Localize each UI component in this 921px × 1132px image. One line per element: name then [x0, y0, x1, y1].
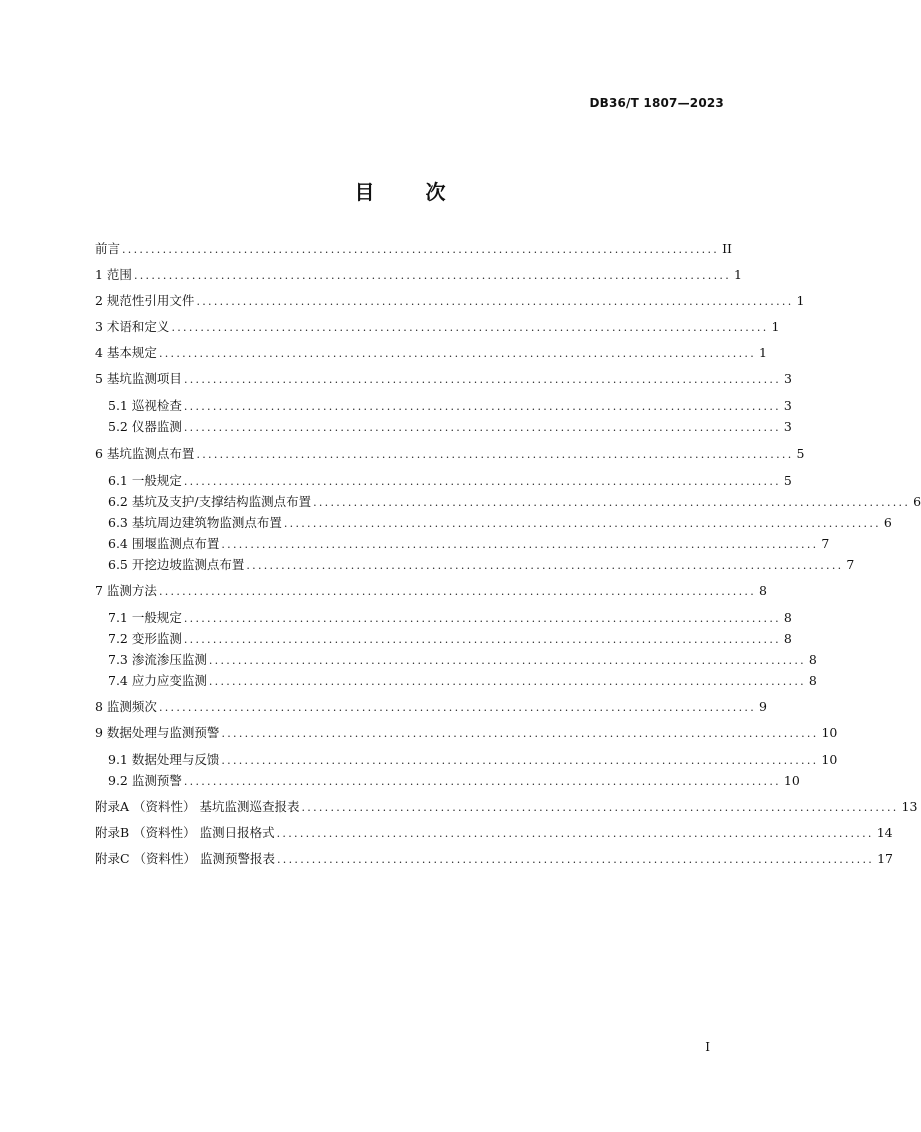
- toc-entry[interactable]: [95, 698, 767, 716]
- title-char-1: 目: [354, 180, 375, 204]
- toc-entry[interactable]: [108, 535, 830, 553]
- dot-leader: .......................................................................................................: [158, 701, 756, 714]
- toc-entry[interactable]: [95, 582, 767, 600]
- toc-entry-page: 3: [783, 371, 792, 386]
- toc-entry[interactable]: [95, 850, 893, 868]
- toc-entry[interactable]: [108, 472, 792, 490]
- toc-entry-page: 6: [883, 515, 892, 530]
- toc-entry[interactable]: [95, 266, 742, 284]
- toc-entry-label: 5 基坑监测项目: [95, 371, 182, 386]
- dot-leader: .......................................................................................................: [158, 585, 756, 598]
- toc-entry-label: 附录B （资料性） 监测日报格式: [95, 825, 275, 840]
- toc-entry[interactable]: [108, 751, 838, 769]
- toc-entry[interactable]: [95, 724, 838, 742]
- toc-entry-label: 8 监测频次: [95, 699, 157, 714]
- toc-entry[interactable]: [95, 292, 805, 310]
- dot-leader: .......................................................................................................: [276, 827, 874, 840]
- dot-leader: .......................................................................................................: [133, 269, 731, 282]
- toc-entry-label: 7.3 渗流渗压监测: [108, 652, 207, 667]
- dot-leader: .......................................................................................................: [183, 400, 781, 413]
- dot-leader: .......................................................................................................: [277, 853, 875, 866]
- dot-leader: .......................................................................................................: [208, 654, 806, 667]
- toc-entry-page: 10: [821, 725, 838, 740]
- toc-entry[interactable]: [95, 370, 792, 388]
- toc-entry[interactable]: [108, 609, 792, 627]
- toc-entry-page: 1: [733, 267, 742, 282]
- toc-entry-page: 3: [783, 419, 792, 434]
- toc-entry-page: 13: [901, 799, 918, 814]
- toc-entry-page: 1: [771, 319, 780, 334]
- toc-entry-label: 附录C （资料性） 监测预警报表: [95, 851, 276, 866]
- toc-entry-page: 17: [877, 851, 893, 866]
- toc-entry-label: 6.2 基坑及支护/支撑结构监测点布置: [108, 494, 312, 509]
- document-code: DB36/T 1807—2023: [589, 96, 724, 110]
- toc-entry[interactable]: [108, 651, 817, 669]
- toc-entry[interactable]: [108, 772, 800, 790]
- toc-entry-label: 2 规范性引用文件: [95, 293, 195, 308]
- toc-entry-label: 4 基本规定: [95, 345, 157, 360]
- dot-leader: .......................................................................................................: [183, 775, 781, 788]
- toc-entry-label: 7 监测方法: [95, 583, 157, 598]
- dot-leader: .......................................................................................................: [208, 675, 806, 688]
- toc-entry-page: 3: [783, 398, 792, 413]
- toc-entry-label: 7.2 变形监测: [108, 631, 182, 646]
- dot-leader: .......................................................................................................: [196, 448, 794, 461]
- toc-entry-page: 7: [821, 536, 830, 551]
- toc-entry-page: 8: [783, 610, 792, 625]
- toc-entry-page: 8: [808, 652, 817, 667]
- toc-entry[interactable]: [95, 824, 893, 842]
- toc-entry-label: 7.1 一般规定: [108, 610, 182, 625]
- toc-entry-label: 6.1 一般规定: [108, 473, 182, 488]
- toc-entry-label: 前言: [95, 241, 121, 256]
- toc-entry-label: 5.1 巡视检查: [108, 398, 182, 413]
- toc-entry[interactable]: [108, 493, 921, 511]
- toc-entry[interactable]: [108, 418, 792, 436]
- toc-entry[interactable]: [108, 672, 817, 690]
- toc-entry-label: 附录A （资料性） 基坑监测巡查报表: [95, 799, 300, 814]
- toc-entry[interactable]: [108, 630, 792, 648]
- page-title: [0, 176, 800, 205]
- toc-entry-page: 7: [846, 557, 855, 572]
- page-number: I: [705, 1040, 710, 1054]
- toc-entry-page: 1: [796, 293, 805, 308]
- title-char-2: 次: [425, 180, 446, 204]
- toc-entry-page: 8: [808, 673, 817, 688]
- toc-entry-label: 3 术语和定义: [95, 319, 170, 334]
- toc-entry[interactable]: [95, 798, 918, 816]
- toc-entry-label: 6.5 开挖边坡监测点布置: [108, 557, 245, 572]
- toc-entry-label: 6 基坑监测点布置: [95, 446, 195, 461]
- toc-entry-page: 8: [783, 631, 792, 646]
- toc-entry[interactable]: [95, 445, 805, 463]
- toc-entry-page: 8: [758, 583, 767, 598]
- toc-entry[interactable]: [108, 556, 855, 574]
- toc-entry-page: 9: [758, 699, 767, 714]
- dot-leader: .......................................................................................................: [283, 517, 881, 530]
- toc-entry-label: 7.4 应力应变监测: [108, 673, 207, 688]
- dot-leader: .......................................................................................................: [183, 421, 781, 434]
- toc-entry-label: 6.3 基坑周边建筑物监测点布置: [108, 515, 282, 530]
- toc-entry-label: 9.2 监测预警: [108, 773, 182, 788]
- dot-leader: .......................................................................................................: [221, 538, 819, 551]
- toc-entry[interactable]: [95, 240, 732, 258]
- toc-entry-label: 1 范围: [95, 267, 132, 282]
- toc-entry-page: 1: [758, 345, 767, 360]
- toc-entry-label: 9 数据处理与监测预警: [95, 725, 220, 740]
- dot-leader: .......................................................................................................: [313, 496, 911, 509]
- toc-entry-label: 9.1 数据处理与反馈: [108, 752, 220, 767]
- toc-entry-page: 5: [783, 473, 792, 488]
- toc-entry-page: 6: [913, 494, 921, 509]
- dot-leader: .......................................................................................................: [122, 243, 720, 256]
- toc-entry-page: II: [722, 241, 732, 256]
- dot-leader: .......................................................................................................: [158, 347, 756, 360]
- dot-leader: .......................................................................................................: [183, 475, 781, 488]
- toc-entry[interactable]: [108, 514, 892, 532]
- dot-leader: .......................................................................................................: [183, 612, 781, 625]
- toc-entry-label: 6.4 围堰监测点布置: [108, 536, 220, 551]
- dot-leader: .......................................................................................................: [246, 559, 844, 572]
- toc-entry[interactable]: [95, 318, 780, 336]
- dot-leader: .......................................................................................................: [221, 754, 819, 767]
- dot-leader: .......................................................................................................: [171, 321, 769, 334]
- toc-entry-page: 14: [876, 825, 893, 840]
- dot-leader: .......................................................................................................: [183, 633, 781, 646]
- toc-entry-page: 5: [796, 446, 805, 461]
- toc-entry[interactable]: [108, 397, 792, 415]
- toc-entry-page: 10: [783, 773, 800, 788]
- toc-entry-label: 5.2 仪器监测: [108, 419, 182, 434]
- toc-entry-page: 10: [821, 752, 838, 767]
- toc-entry[interactable]: [95, 344, 767, 362]
- dot-leader: .......................................................................................................: [183, 373, 781, 386]
- dot-leader: .......................................................................................................: [221, 727, 819, 740]
- dot-leader: .......................................................................................................: [301, 801, 899, 814]
- dot-leader: .......................................................................................................: [196, 295, 794, 308]
